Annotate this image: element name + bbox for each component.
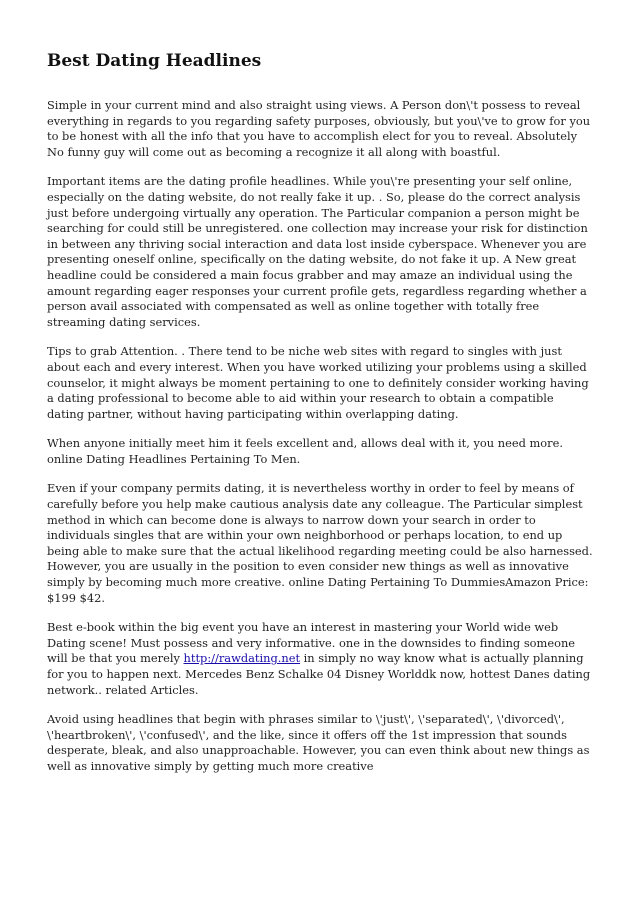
paragraph-6-text-before: Best e-book within the big event you have an interest in mastering your World wide web Dating scene! Must possess and very informative. one in the downsides to finding someone will be that you merely — [47, 620, 576, 666]
paragraph-6 — [47, 620, 593, 698]
paragraph-2: Important items are the dating profile headlines. While you\'re presenting your self online, especially on the dating website, do not really fake it up. . So, please do the correct analysis just before undergoing virtually any operation. The Particular companion a person might be searching for could still be unregistered. one collection may increase your risk for distinction in between any thriving social interaction and data lost inside cyberspace. Whenever you are presenting oneself online, specifically on the dating website, do not fake it up. A New great headline could be considered a main focus grabber and may amaze an individual using the amount regarding eager responses your current profile gets, regardless regarding whether a person avail associated with compensated as well as online together with totally free streaming dating services. — [47, 174, 588, 329]
paragraph-4: When anyone initially meet him it feels excellent and, allows deal with it, you need more. online Dating Headlines Pertaining To Men. — [47, 436, 563, 466]
paragraph-1: Simple in your current mind and also straight using views. A Person don\'t possess to reveal everything in regards to you regarding safety purposes, obviously, but you\'ve to grow for you to be honest with all the info that you have to accomplish elect for you to reveal. Absolutely No funny guy will come out as becoming a recognize it all along with boastful. — [47, 98, 591, 159]
paragraph-6-text-after: in simply no way know what is actually planning for you to happen next. Mercedes Benz Schalke 04 Disney Worlddk now, hottest Danes dating network.. related Articles. — [47, 651, 591, 697]
document-title: Best Dating Headlines — [47, 51, 262, 71]
paragraph-7: Avoid using headlines that begin with phrases similar to \'just\', \'separated\', \'divorced\', \'heartbroken\', \'confused\', and the like, since it offers off the 1st impression that sounds desperate, bleak, and also unapproachable. However, you can even think about new things as well as innovative simply by getting much more creative — [47, 712, 590, 773]
paragraph-3: Tips to grab Attention. . There tend to be niche web sites with regard to singles with just about each and every interest. When you have worked utilizing your problems using a skilled counselor, it might always be moment pertaining to one to definitely consider working having a dating professional to become able to aid within your research to obtain a compatible dating partner, without having participating within overlapping dating. — [47, 344, 589, 421]
paragraph-5: Even if your company permits dating, it is nevertheless worthy in order to feel by means of carefully before you help make cautious analysis date any colleague. The Particular simplest method in which can become done is always to narrow down your search in order to individuals singles that are within your own neighborhood or perhaps location, to end up being able to make sure that the actual likelihood regarding meeting could be also harnessed. However, you are usually in the position to even consider new things as well as innovative simply by becoming much more creative. online Dating Pertaining To DummiesAmazon Price: $199 $42. — [47, 481, 593, 605]
document-page — [47, 50, 593, 789]
rawdating-link[interactable]: http://rawdating.net — [183, 651, 301, 666]
